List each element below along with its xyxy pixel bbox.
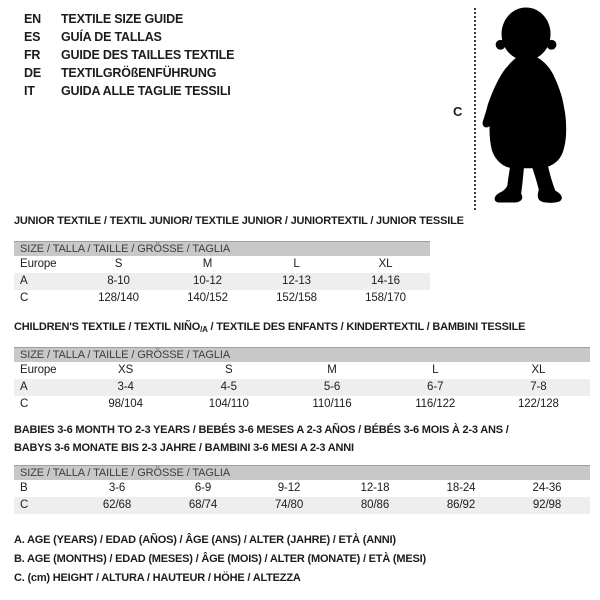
babies-section-title — [14, 421, 509, 457]
row-label: B — [20, 482, 28, 494]
row-label: C — [20, 499, 29, 511]
value-cell: 152/158 — [276, 292, 317, 304]
language-code: FR — [24, 48, 41, 62]
size-cell: XS — [118, 364, 134, 376]
children-title-subscript: /A — [200, 325, 208, 334]
toddler-silhouette-icon — [479, 4, 577, 206]
value-cell: 3-6 — [108, 482, 126, 494]
size-cell: XL — [531, 364, 546, 376]
value-cell: 62/68 — [102, 499, 132, 511]
value-cell: 116/122 — [415, 398, 456, 410]
size-header-bar: SIZE / TALLA / TAILLE / GRÖSSE / TAGLIA — [14, 465, 590, 480]
language-row-it — [24, 82, 234, 100]
row-label: C — [20, 398, 29, 410]
value-cell: 158/170 — [365, 292, 406, 304]
table-row-age — [14, 273, 430, 290]
value-cell: 140/152 — [187, 292, 228, 304]
language-code: DE — [24, 66, 41, 80]
table-row-height — [14, 290, 430, 307]
value-cell: 86/92 — [446, 499, 476, 511]
legend-row-b: B. AGE (MONTHS) / EDAD (MESES) / ÂGE (MOIS) / ALTER (MONATE) / ETÀ (MESI) — [14, 553, 426, 565]
language-row-es — [24, 28, 234, 46]
row-label: A — [20, 275, 28, 287]
babies-table — [14, 465, 590, 514]
table-row-height — [14, 497, 590, 514]
row-label: Europe — [20, 364, 57, 376]
measurement-legend — [14, 531, 426, 588]
row-label: C — [20, 292, 29, 304]
size-cell: S — [225, 364, 233, 376]
size-cell: M — [327, 364, 337, 376]
value-cell: 24-36 — [532, 482, 562, 494]
value-cell: 92/98 — [532, 499, 562, 511]
row-label: Europe — [20, 258, 57, 270]
table-row-height — [14, 396, 590, 413]
row-label: A — [20, 381, 28, 393]
language-row-en — [24, 10, 234, 28]
babies-title-line1: BABIES 3-6 MONTH TO 2-3 YEARS / BEBÉS 3-6 MESES A 2-3 AÑOS / BÉBÉS 3-6 MOIS À 2-3 ANS / — [14, 424, 509, 436]
size-cell: M — [202, 258, 213, 270]
value-cell: 7-8 — [530, 381, 547, 393]
value-cell: 5-6 — [323, 381, 341, 393]
value-cell: 6-7 — [427, 381, 444, 393]
children-section-title — [14, 318, 525, 339]
value-cell: 12-18 — [360, 482, 390, 494]
children-title-pre: CHILDREN'S TEXTILE / TEXTIL NIÑO — [14, 321, 201, 333]
size-cell: L — [432, 364, 439, 376]
junior-table — [14, 241, 430, 307]
value-cell: 18-24 — [446, 482, 476, 494]
legend-row-a: A. AGE (YEARS) / EDAD (AÑOS) / ÂGE (ANS) / ALTER (JAHRE) / ETÀ (ANNI) — [14, 534, 396, 546]
height-measure-label: C — [453, 104, 463, 119]
language-label: GUÍA DE TALLAS — [61, 30, 162, 44]
table-row-age-months — [14, 480, 590, 497]
size-cell: L — [293, 258, 300, 270]
language-list — [24, 10, 234, 100]
value-cell: 110/116 — [312, 398, 352, 410]
value-cell: 10-12 — [193, 275, 222, 287]
language-label: TEXTILGRÖßENFÜHRUNG — [61, 66, 217, 80]
legend-row-c: C. (cm) HEIGHT / ALTURA / HAUTEUR / HÖHE / ALTEZZA — [14, 572, 301, 584]
value-cell: 6-9 — [194, 482, 212, 494]
size-cell: S — [114, 258, 123, 270]
table-row-europe — [14, 362, 590, 379]
value-cell: 68/74 — [188, 499, 218, 511]
language-label: GUIDE DES TAILLES TEXTILE — [61, 48, 235, 62]
language-code: EN — [24, 12, 41, 26]
language-label: TEXTILE SIZE GUIDE — [61, 12, 184, 26]
value-cell: 122/128 — [517, 398, 559, 410]
language-row-de — [24, 64, 234, 82]
language-label: GUIDA ALLE TAGLIE TESSILI — [61, 84, 231, 98]
babies-title-line2: BABYS 3-6 MONATE BIS 2-3 JAHRE / BAMBINI 3-6 MESI A 2-3 ANNI — [14, 442, 354, 454]
value-cell: 12-13 — [282, 275, 311, 287]
language-row-fr — [24, 46, 234, 64]
value-cell: 104/110 — [208, 398, 249, 410]
children-title-post: / TEXTILE DES ENFANTS / KINDERTEXTIL / BAMBINI TESSILE — [207, 321, 526, 333]
height-measure-dotted-line — [474, 8, 476, 210]
children-table — [14, 347, 590, 413]
size-header-bar: SIZE / TALLA / TAILLE / GRÖSSE / TAGLIA — [14, 347, 590, 362]
value-cell: 8-10 — [107, 275, 130, 287]
value-cell: 74/80 — [274, 499, 304, 511]
value-cell: 3-4 — [117, 381, 134, 393]
language-code: IT — [24, 84, 35, 98]
value-cell: 14-16 — [371, 275, 400, 287]
junior-section-title: JUNIOR TEXTILE / TEXTIL JUNIOR/ TEXTILE JUNIOR / JUNIORTEXTIL / JUNIOR TESSILE — [14, 215, 464, 227]
value-cell: 80/86 — [360, 499, 390, 511]
value-cell: 4-5 — [220, 381, 237, 393]
table-row-europe — [14, 256, 430, 273]
value-cell: 9-12 — [277, 482, 301, 494]
size-cell: XL — [378, 258, 393, 270]
size-header-bar: SIZE / TALLA / TAILLE / GRÖSSE / TAGLIA — [14, 241, 430, 256]
value-cell: 128/140 — [98, 292, 139, 304]
language-code: ES — [24, 30, 41, 44]
value-cell: 98/104 — [108, 398, 143, 410]
table-row-age — [14, 379, 590, 396]
